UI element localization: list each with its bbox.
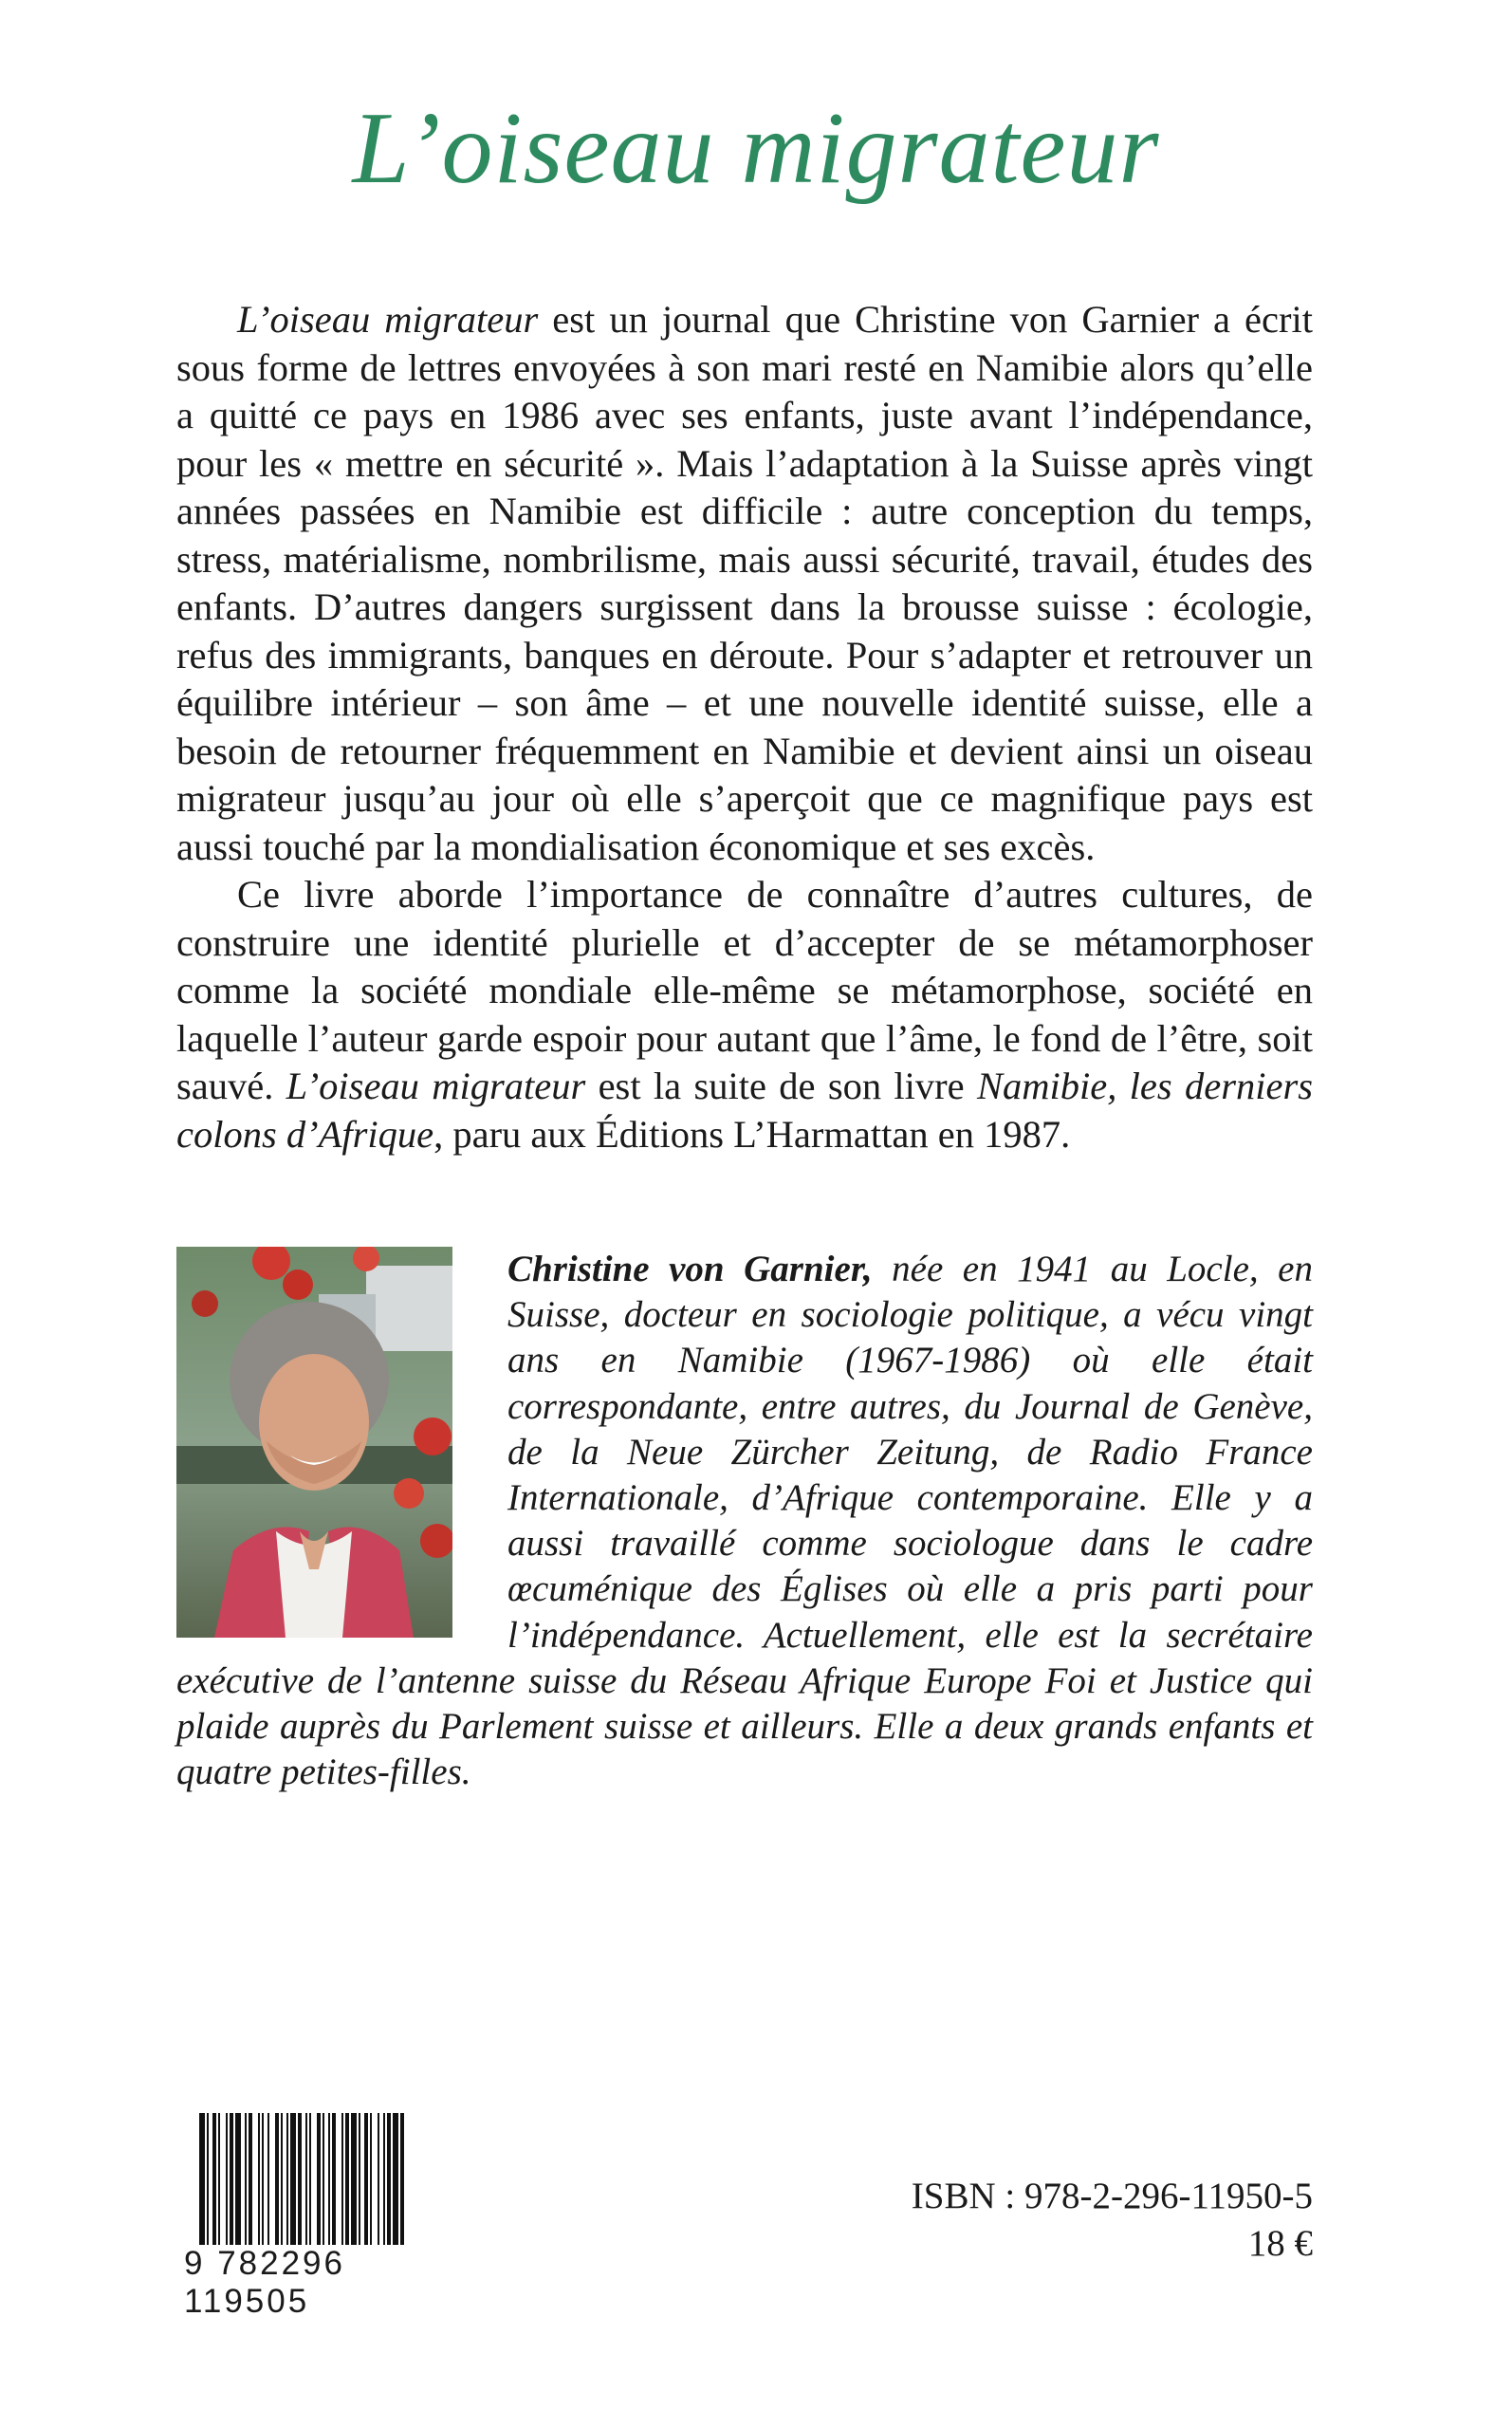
- price: 18 €: [1247, 2223, 1313, 2264]
- author-name: Christine von Garnier,: [507, 1249, 873, 1289]
- book-title: L’oiseau migrateur: [352, 92, 1160, 205]
- isbn-number: ISBN : 978-2-296-11950-5: [911, 2176, 1313, 2216]
- summary-text-part: Ce livre aborde l’importance de connaître d’autres cultures, de construire une identité plurielle et d’accepter de se métamorphoser comme la société mondiale elle-même se métamorphose, société en laquelle l’auteur garde espoir pour autant que l’âme, le fond de l’être, soit sauvé.: [176, 873, 1313, 1107]
- author-photo: [176, 1247, 452, 1638]
- summary-paragraph-1: [176, 296, 1313, 871]
- summary-paragraph-2: [176, 871, 1313, 1158]
- summary-text-part: est la suite de son livre: [585, 1065, 977, 1107]
- author-section: [176, 1247, 1313, 1795]
- book-title-inline: L’oiseau migrateur: [286, 1065, 586, 1107]
- summary-text-part: est un journal que Christine von Garnier a écrit sous forme de lettres envoyées à son mari resté en Namibie alors qu’elle a quitté ce pays en 1986 avec ses enfants, juste avant l’indépendance, pour les « mettre en sécurité ». Mais l’adaptation à la Suisse après vingt années passées en Namibie est difficile : autre conception du temps, stress, matérialisme, nombrilisme, mais aussi sécurité, travail, études des enfants. D’autres dangers surgissent dans la brousse suisse : écologie, refus des immigrants, banques en déroute. Pour s’adapter et retrouver un équilibre intérieur – son âme – et une nouvelle identité suisse, elle a besoin de retourner fréquemment en Namibie et devient ainsi un oiseau migrateur jusqu’au jour où elle s’aperçoit que ce magnifique pays est aussi touché par la mondialisation économique et ses excès.: [176, 298, 1313, 868]
- barcode-digits: 9 782296 119505: [180, 2245, 478, 2321]
- summary-text: [176, 296, 1313, 1158]
- author-bio-text: née en 1941 au Locle, en Suisse, docteur en sociologie politique, a vécu vingt ans en Namibie (1967-1986) où elle était correspondante, entre autres, du Journal de Genève, de la Neue Zürcher Zeitung, de Radio France Internationale, d’Afrique contemporaine. Elle y a aussi travaillé comme sociologue dans le cadre œcuménique des Églises où elle a pris parti pour l’indépendance. Actuellement, elle est la secrétaire exécutive de l’antenne suisse du Réseau Afrique Europe Foi et Justice qui plaide auprès du Parlement suisse et ailleurs. Elle a deux grands enfants et quatre petites-filles.: [176, 1249, 1313, 1793]
- summary-text-part: , paru aux Éditions L’Harmattan en 1987.: [433, 1112, 1071, 1156]
- previous-book-title: Namibie, les derniers colons d’Afrique: [176, 1065, 1313, 1156]
- book-title-inline: L’oiseau migrateur: [237, 298, 539, 341]
- isbn-block: [912, 2173, 1313, 2268]
